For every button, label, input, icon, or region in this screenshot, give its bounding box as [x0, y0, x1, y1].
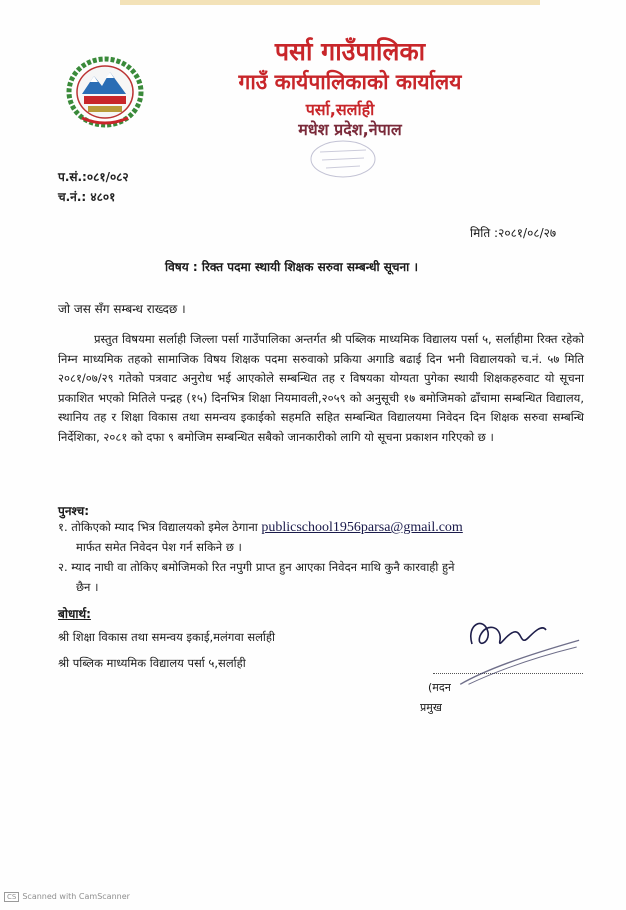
reference-number: प.सं.:०८१/०८२ [58, 170, 129, 184]
item-number: २. [58, 560, 68, 574]
cc-recipient-1: श्री शिक्षा विकास तथा समन्वय इकाई,मलंगवा सर्लाही [58, 630, 275, 644]
item-number: १. [58, 520, 68, 534]
postscript-label: पुनश्च: [58, 504, 89, 518]
signatory-name: (मदन [428, 681, 451, 694]
municipality-name: पर्सा गाउँपालिका [274, 37, 426, 66]
cc-recipient-2: श्री पब्लिक माध्यमिक विद्यालय पर्सा ५,सर्लाही [58, 656, 246, 670]
postscript-item-2-cont: छैन । [76, 580, 99, 594]
watermark-text: Scanned with CamScanner [22, 892, 130, 901]
postscript-item-1-cont: मार्फत समेत निवेदन पेश गर्न सकिने छ । [76, 540, 242, 554]
office-address: पर्सा,सर्लाही [305, 100, 375, 119]
body-paragraph: प्रस्तुत विषयमा सर्लाही जिल्ला पर्सा गाउँपालिका अन्तर्गत श्री पब्लिक माध्यमिक विद्यालय पर्सा ५, सर्लाहीमा रिक्त रहेको निम्न माध्यमिक तहको सामाजिक विषय शिक्षक पदमा सरुवाको प्रकिया अगाडि बढाई दिन भनी विद्यालयको च.नं. ५७ मिति २०८१/०७/२९ गतेको पत्रवाट अनुरोध भई आएकोले सम्बन्धित तह र विषयका योग्यता पुगेका स्थायी शिक्षकहरुवाट यो सूचना प्रकाशित भएको मितिले पन्द्रह (१५) दिनभित्र शिक्षा नियमावली,२०५९ को अनुसूची १७ बमोजिमको ढाँचामा सम्बन्धित विद्यालय, स्थानिय तह र शिक्षा विकास तथा समन्वय इकाईको सहमति सहित सम्बन्धित विद्यालयमा निवेदन दिन शिक्षक सरुवा सम्बन्धि निर्देशिका, २०८१ को दफा ९ बमोजिम सम्बन्धित सबैको जानकारीको लागि यो सूचना प्रकाशन गरिएको छ । [58, 332, 584, 444]
dispatch-number: च.नं.: ४८०१ [58, 190, 116, 204]
postscript-item-2 [58, 558, 558, 577]
salutation: जो जस सँग सम्बन्ध राख्दछ । [58, 302, 186, 316]
signatory-title: प्रमुख [420, 701, 442, 714]
item-text: म्याद नाघी वा तोकिए बमोजिमको रित नपुगी प्राप्त हुन आएका निवेदन माथि कुनै कारवाही हुने [71, 560, 455, 574]
letter-date: मिति :२०८१/०८/२७ [470, 226, 557, 240]
camscanner-icon: CS [4, 892, 19, 902]
cc-label: बोधार्थ: [58, 607, 91, 621]
school-email: publicschool1956parsa@gmail.com [261, 520, 463, 535]
item-text: तोकिएको म्याद भित्र विद्यालयको इमेल ठेगाना [71, 520, 258, 534]
letter-subject: विषय : रिक्त पदमा स्थायी शिक्षक सरुवा सम्बन्धी सूचना । [165, 260, 418, 274]
postscript-item-1 [58, 518, 558, 537]
office-stamp [308, 138, 378, 180]
office-name: गाउँ कार्यपालिकाको कार्यालय [238, 70, 462, 94]
province-name: मधेश प्रदेश,नेपाल [298, 120, 402, 139]
scan-edge-band [120, 0, 540, 5]
emblem-logo [62, 52, 148, 130]
scanner-watermark [4, 892, 130, 902]
